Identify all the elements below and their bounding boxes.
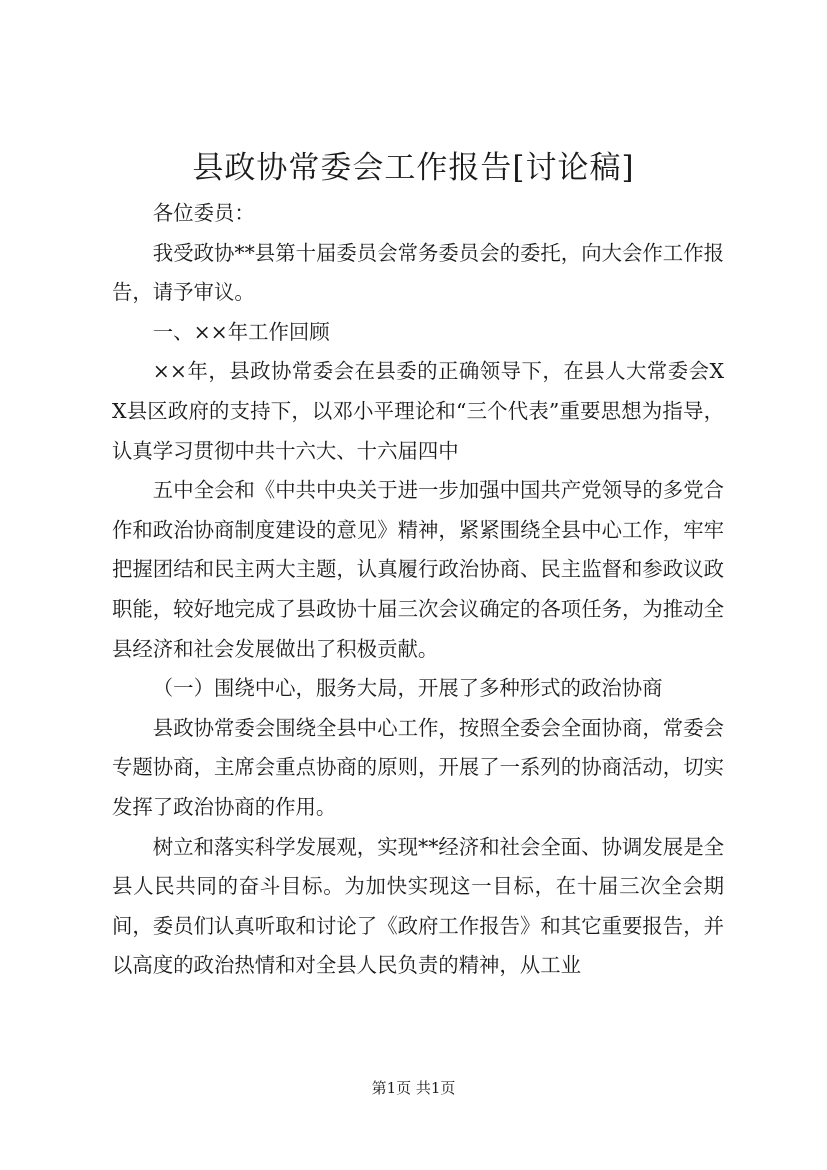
paragraph-consultation-1: 县政协常委会围绕全县中心工作，按照全委会全面协商，常委会专题协商，主席会重点协商的原则，开展了一系列的协商活动，切实发挥了政治协商的作用。 bbox=[112, 715, 724, 819]
section-heading-review: 一、××年工作回顾 bbox=[152, 319, 330, 344]
document-body bbox=[112, 194, 724, 986]
document-title: 县政协常委会工作报告[讨论稿] bbox=[192, 150, 635, 186]
paragraph-salutation: 各位委员： bbox=[152, 201, 255, 225]
page-footer: 第1页 共1页 bbox=[371, 1079, 456, 1097]
paragraph-intro: 我受政协**县第十届委员会常务委员会的委托，向大会作工作报告，请予审议。 bbox=[112, 240, 724, 305]
paragraph-consultation-2: 树立和落实科学发展观，实现**经济和社会全面、协调发展是全县人民共同的奋斗目标。为加快实现这一目标，在十届三次全会期间，委员们认真听取和讨论了《政府工作报告》和其它重要报告，并以高度的政治热情和对全县人民负责的精神，从工业 bbox=[112, 834, 724, 978]
paragraph-review-1: ××年，县政协常委会在县委的正确领导下，在县人大常委会XX县区政府的支持下，以邓小平理论和“三个代表”重要思想为指导，认真学习贯彻中共十六大、十六届四中 bbox=[112, 359, 724, 463]
paragraph-review-2: 五中全会和《中共中央关于进一步加强中国共产党领导的多党合作和政治协商制度建设的意见》精神，紧紧围绕全县中心工作，牢牢把握团结和民主两大主题，认真履行政治协商、民主监督和参政议政职能，较好地完成了县政协十届三次会议确定的各项任务，为推动全县经济和社会发展做出了积极贡献。 bbox=[112, 478, 724, 661]
subsection-heading-consultation: （一）围绕中心，服务大局，开展了多种形式的政治协商 bbox=[152, 676, 663, 701]
